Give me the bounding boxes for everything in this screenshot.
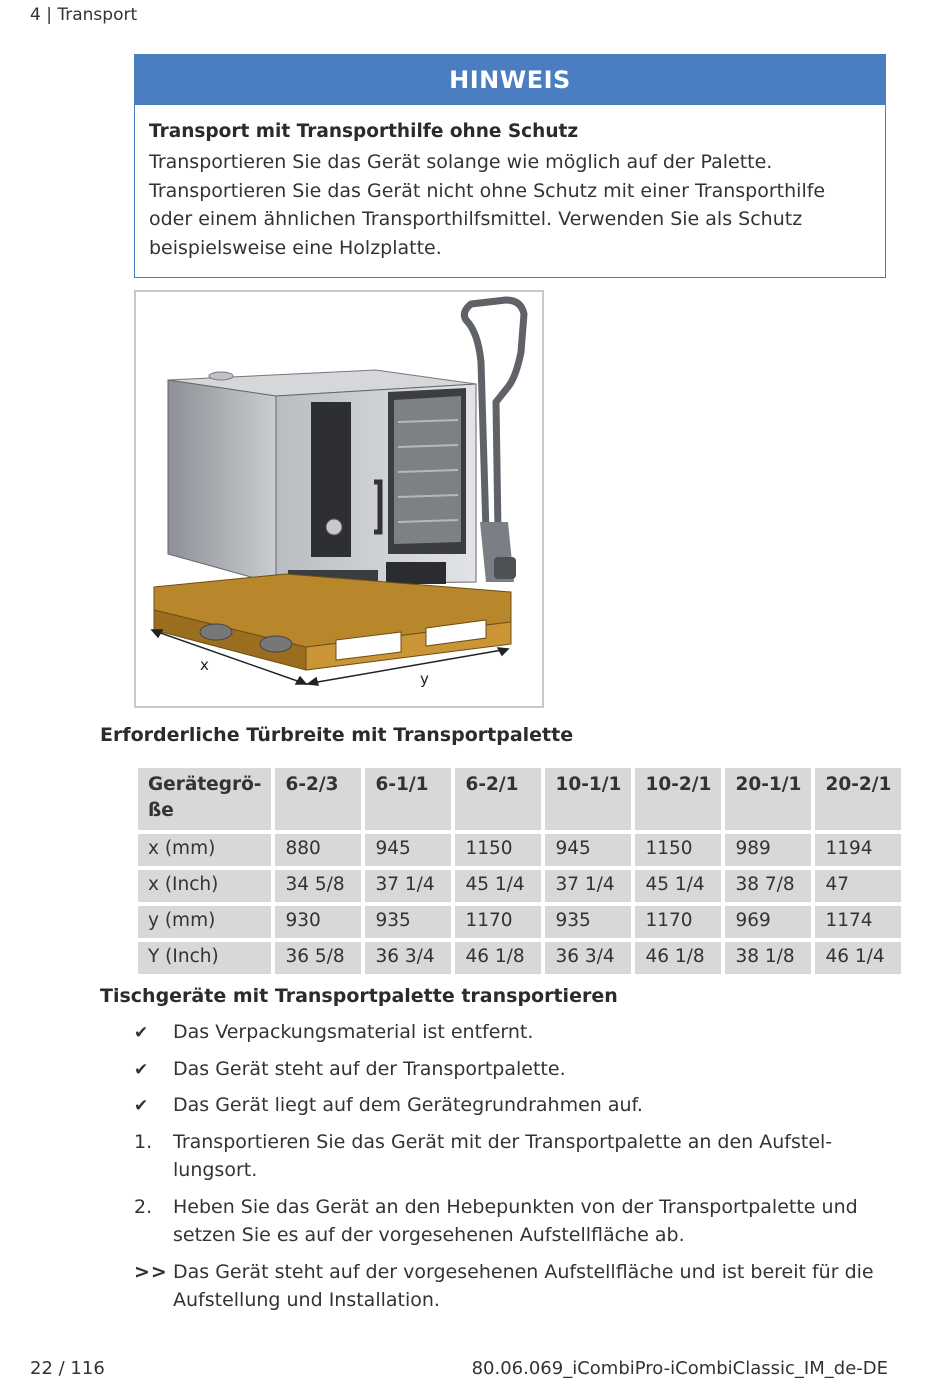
table-cell: 1170 bbox=[635, 906, 721, 938]
step-item bbox=[134, 1193, 894, 1250]
notice-line: beispielsweise eine Holzplatte. bbox=[149, 236, 442, 259]
procedure-list bbox=[134, 1018, 894, 1323]
table-cell: 37 1/4 bbox=[365, 870, 451, 902]
page-number: 22 / 116 bbox=[30, 1358, 105, 1379]
notice-line: Transportieren Sie das Gerät nicht ohne Schutz mit einer Transporthilfe bbox=[149, 179, 826, 202]
table-cell: 46 1/8 bbox=[635, 942, 721, 974]
notice-body bbox=[149, 148, 871, 262]
table-cell: 945 bbox=[545, 834, 631, 866]
header-cell: Gerätegrö- ße bbox=[138, 768, 271, 830]
check-icon: ✔ bbox=[134, 1096, 149, 1116]
header-cell: 20-2/1 bbox=[815, 768, 901, 830]
precondition-text: Das Verpackungsmaterial ist entfernt. bbox=[173, 1021, 534, 1043]
document-id: 80.06.069_iCombiPro-iCombiClassic_IM_de-DE bbox=[471, 1358, 888, 1379]
table-cell: 930 bbox=[275, 906, 361, 938]
notice-title: Transport mit Transporthilfe ohne Schutz bbox=[149, 121, 579, 142]
step-text: Transportieren Sie das Gerät mit der Transportpalette an den Aufstel- lungsort. bbox=[173, 1130, 833, 1181]
table-cell: x (mm) bbox=[138, 834, 271, 866]
table-cell: 1150 bbox=[455, 834, 541, 866]
result-marker: >> bbox=[134, 1260, 168, 1283]
table-cell: 46 1/8 bbox=[455, 942, 541, 974]
table-cell: 935 bbox=[545, 906, 631, 938]
header-cell: 10-2/1 bbox=[635, 768, 721, 830]
check-icon: ✔ bbox=[134, 1023, 149, 1043]
table-cell: 34 5/8 bbox=[275, 870, 361, 902]
table-row bbox=[138, 906, 901, 938]
table-row bbox=[138, 942, 901, 974]
table-cell: 935 bbox=[365, 906, 451, 938]
table-cell: 45 1/4 bbox=[455, 870, 541, 902]
illustration-svg bbox=[136, 292, 542, 706]
header-cell: 10-1/1 bbox=[545, 768, 631, 830]
header-cell: 6-2/1 bbox=[455, 768, 541, 830]
table-cell: 38 7/8 bbox=[725, 870, 811, 902]
step-text: Heben Sie das Gerät an den Hebepunkten von der Transportpalette und setzen Sie es auf der vorgesehenen Aufstellfläche ab. bbox=[173, 1195, 858, 1246]
table-cell: 36 3/4 bbox=[545, 942, 631, 974]
table-cell: 945 bbox=[365, 834, 451, 866]
table-cell: 1194 bbox=[815, 834, 901, 866]
table-cell: 36 5/8 bbox=[275, 942, 361, 974]
precondition-item bbox=[134, 1018, 894, 1047]
table-cell: 45 1/4 bbox=[635, 870, 721, 902]
precondition-item bbox=[134, 1091, 894, 1120]
table-cell: Y (Inch) bbox=[138, 942, 271, 974]
header-cell: 6-2/3 bbox=[275, 768, 361, 830]
check-icon: ✔ bbox=[134, 1059, 149, 1080]
result-item bbox=[134, 1258, 894, 1315]
table-cell: 36 3/4 bbox=[365, 942, 451, 974]
dimension-label-y: y bbox=[420, 670, 429, 688]
table-row bbox=[138, 834, 901, 866]
notice-label: HINWEIS bbox=[135, 55, 885, 105]
dimension-label-x: x bbox=[200, 656, 209, 674]
header-cell: 20-1/1 bbox=[725, 768, 811, 830]
precondition-text: Das Gerät liegt auf dem Gerätegrundrahmen auf. bbox=[173, 1094, 643, 1116]
table-cell: 37 1/4 bbox=[545, 870, 631, 902]
running-header: 4 | Transport bbox=[30, 5, 138, 25]
step-number: 2. bbox=[134, 1195, 153, 1218]
oven-on-pallet-illustration bbox=[134, 290, 544, 708]
table-cell: 989 bbox=[725, 834, 811, 866]
table-cell: 46 1/4 bbox=[815, 942, 901, 974]
table-cell: 47 bbox=[815, 870, 901, 902]
notice-line: Transportieren Sie das Gerät solange wie möglich auf der Palette. bbox=[149, 151, 773, 173]
table-cell: 38 1/8 bbox=[725, 942, 811, 974]
procedure-heading: Tischgeräte mit Transportpalette transportieren bbox=[100, 985, 618, 1007]
table-header-row bbox=[138, 768, 901, 830]
result-text: Das Gerät steht auf der vorgesehenen Aufstellfläche und ist bereit für die Aufstellung und Installation. bbox=[173, 1260, 874, 1311]
notice-line: oder einem ähnlichen Transporthilfsmittel. Verwenden Sie als Schutz bbox=[149, 208, 803, 230]
table-cell: 1150 bbox=[635, 834, 721, 866]
door-width-table bbox=[134, 764, 905, 978]
table-cell: y (mm) bbox=[138, 906, 271, 938]
precondition-item bbox=[134, 1055, 894, 1084]
table-cell: 880 bbox=[275, 834, 361, 866]
table-cell: 1174 bbox=[815, 906, 901, 938]
table-cell: x (Inch) bbox=[138, 870, 271, 902]
precondition-text: Das Gerät steht auf der Transportpalette. bbox=[173, 1057, 566, 1080]
table-cell: 1170 bbox=[455, 906, 541, 938]
step-number: 1. bbox=[134, 1130, 153, 1153]
step-item bbox=[134, 1128, 894, 1185]
table-row bbox=[138, 870, 901, 902]
table-cell: 969 bbox=[725, 906, 811, 938]
header-cell: 6-1/1 bbox=[365, 768, 451, 830]
table-heading: Erforderliche Türbreite mit Transportpalette bbox=[100, 724, 574, 746]
notice-box bbox=[134, 54, 886, 278]
